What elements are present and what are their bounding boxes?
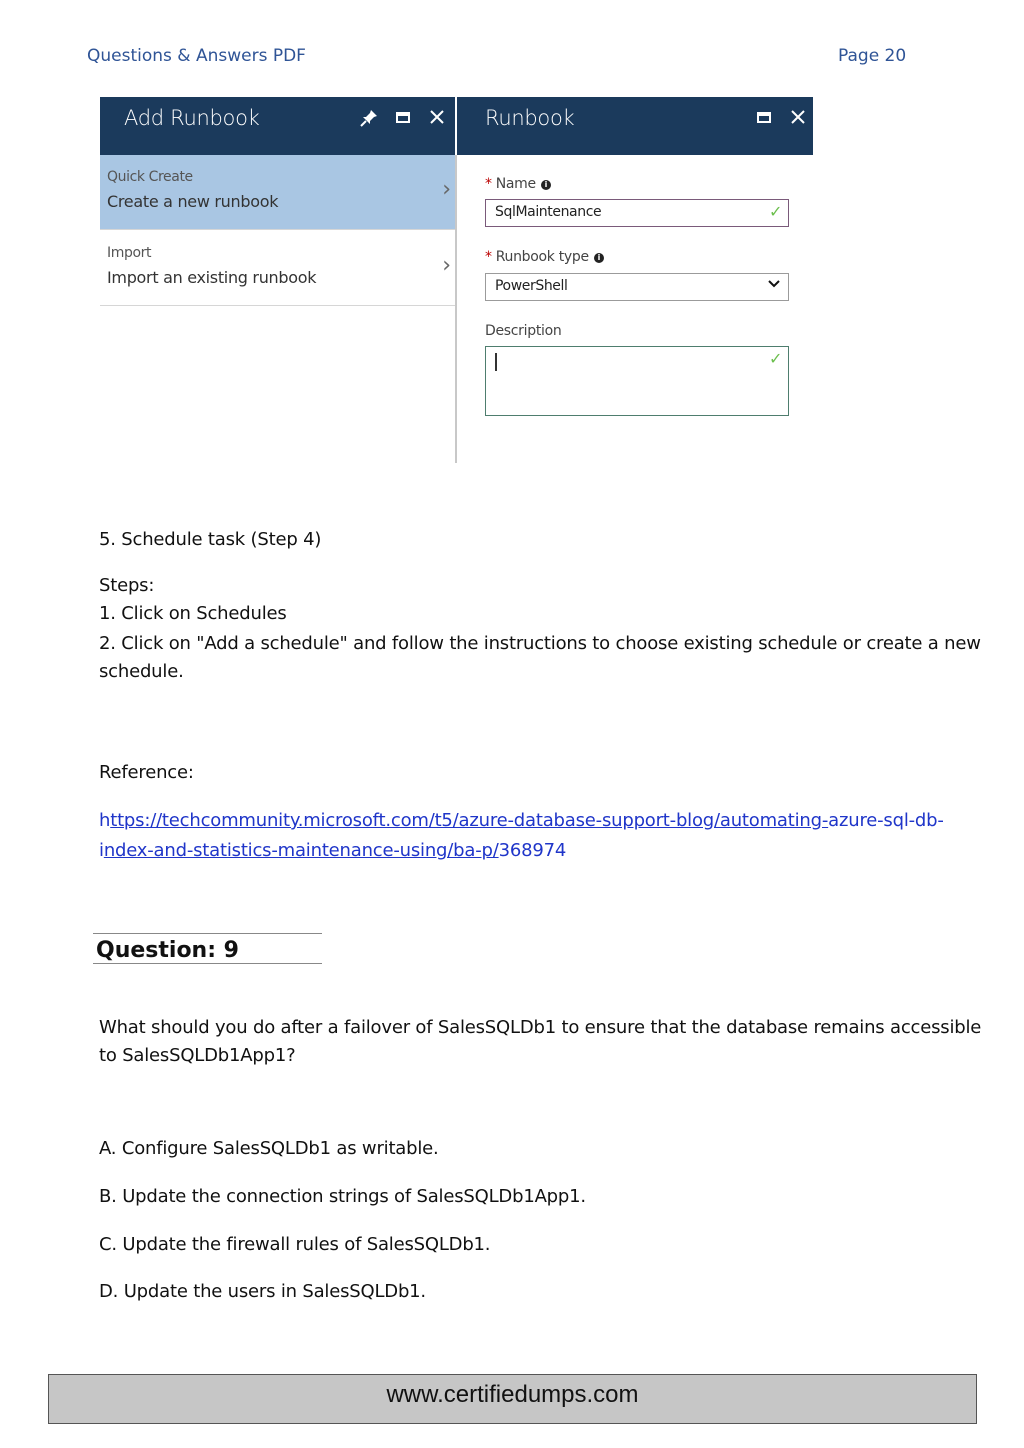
text-cursor [495,353,497,371]
maximize-icon[interactable] [757,112,771,123]
steps-label: Steps: [99,575,155,596]
footer-bar [48,1374,977,1424]
close-icon[interactable] [787,109,809,131]
chevron-right-icon: › [442,177,451,202]
option-a: A. Configure SalesSQLDb1 as writable. [99,1138,439,1159]
pane-divider [455,155,457,463]
step-1: 1. Click on Schedules [99,603,287,624]
quick-create-description: Create a new runbook [107,192,279,211]
runbook-type-select[interactable] [485,273,789,301]
header-title: Questions & Answers PDF [87,46,306,66]
check-icon: ✓ [768,202,782,221]
description-label: Description [485,323,562,339]
footer-website[interactable]: www.certifiedumps.com [386,1381,639,1408]
import-item[interactable] [100,231,455,306]
import-description: Import an existing runbook [107,268,317,287]
reference-url-line1[interactable]: https://techcommunity.microsoft.com/t5/azure-database-support-blog/automating-azure-sql-db- [99,810,944,831]
reference-link[interactable]: ndex-and-statistics-maintenance-using/ba-p/ [103,840,499,861]
chevron-down-icon [768,277,780,293]
runbook-type-value: PowerShell [495,278,568,294]
step-heading: 5. Schedule task (Step 4) [99,529,322,550]
runbook-title: Runbook [485,106,575,130]
runbook-screenshot [100,97,813,463]
maximize-icon[interactable] [396,112,410,123]
question-title: Question: 9 [96,938,239,963]
name-input[interactable] [485,199,789,227]
name-label: * Name i [485,176,551,192]
runbook-type-label: * Runbook type i [485,249,604,265]
quick-create-label: Quick Create [107,169,193,185]
reference-url-line2[interactable]: index-and-statistics-maintenance-using/ba-p/368974 [99,840,567,861]
question-text-line1: What should you do after a failover of SalesSQLDb1 to ensure that the database remains accessible [99,1017,982,1038]
option-b: B. Update the connection strings of SalesSQLDb1App1. [99,1186,586,1207]
quick-create-item[interactable] [100,155,455,230]
runbook-header [457,97,813,155]
pin-icon[interactable] [358,109,380,131]
page-number: Page 20 [838,46,907,66]
option-c: C. Update the firewall rules of SalesSQLDb1. [99,1234,491,1255]
info-icon: i [594,253,604,263]
info-icon: i [541,180,551,190]
option-d: D. Update the users in SalesSQLDb1. [99,1281,426,1302]
reference-label: Reference: [99,762,194,783]
add-runbook-title: Add Runbook [124,106,260,130]
step-2-line2: schedule. [99,661,184,682]
name-value: SqlMaintenance [495,204,602,220]
question-text-line2: to SalesSQLDb1App1? [99,1045,296,1066]
question-top-rule [93,933,322,934]
close-icon[interactable] [426,109,448,131]
question-bottom-rule [93,963,322,964]
description-input[interactable] [485,346,789,416]
check-icon: ✓ [768,349,782,368]
import-label: Import [107,245,152,261]
add-runbook-header [100,97,455,155]
chevron-right-icon: › [442,253,451,278]
step-2-line1: 2. Click on "Add a schedule" and follow the instructions to choose existing schedule or create a new [99,633,981,654]
reference-link[interactable]: ttps://techcommunity.microsoft.com/t5/azure-database-support-blog/automating- [110,810,829,831]
